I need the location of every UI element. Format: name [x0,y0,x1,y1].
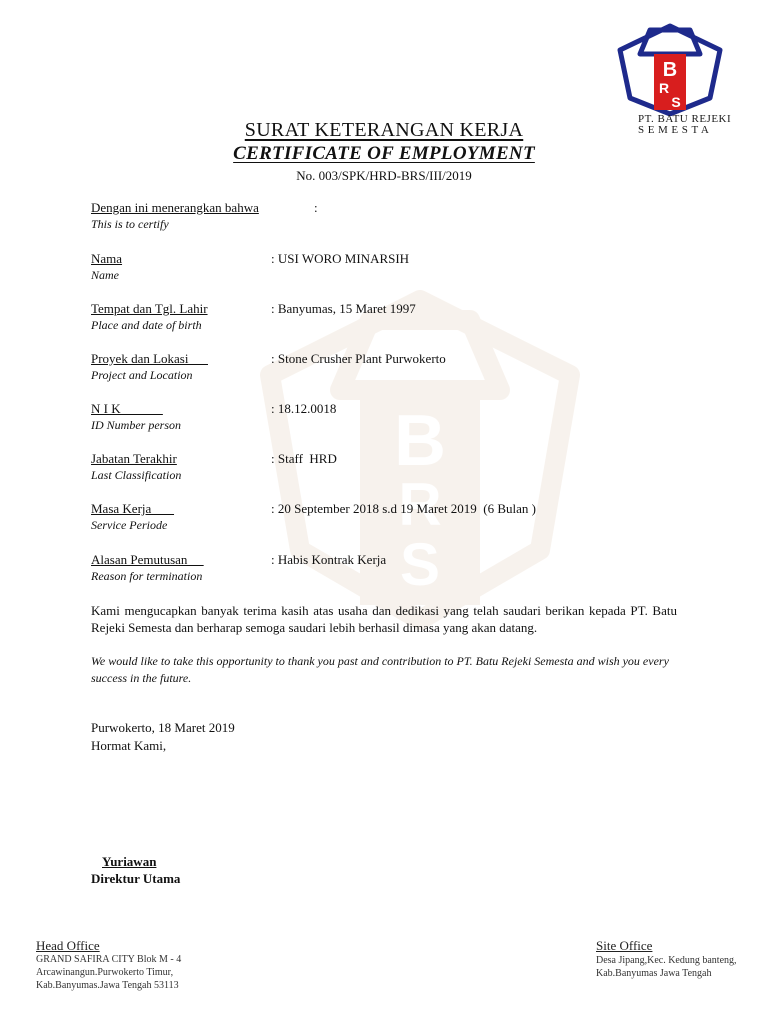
company-name-line1: PT. BATU REJEKI [638,113,732,125]
thanks-paragraph-en: We would like to take this opportunity to thank you past and contribution to PT. Batu Rejeki Semesta and wish you every success in the future. [91,654,669,685]
field-position [91,451,711,487]
field-nik [91,401,711,437]
field-label: Masa Kerja [91,501,175,516]
intro-label: Dengan ini menerangkan bahwa [91,200,259,215]
field-label-en: ID Number person [91,418,181,432]
logo-letter-b: B [662,59,678,81]
signer-name: Yuriawan [102,854,157,869]
field-label-en: Name [91,268,119,282]
intro-line [91,200,318,216]
logo-letter-r: R [658,80,670,96]
field-value: : 20 September 2018 s.d 19 Maret 2019 (6 Bulan ) [271,501,537,516]
site-office-line: Kab.Banyumas Jawa Tengah [596,968,712,979]
head-office-heading: Head Office [36,938,100,953]
field-value: : Stone Crusher Plant Purwokerto [271,351,446,366]
head-office-line: GRAND SAFIRA CITY Blok M - 4 [36,954,182,965]
field-value: : 18.12.0018 [271,401,337,416]
head-office-line: Arcawinangun.Purwokerto Timur, [36,967,174,978]
field-value: : Banyumas, 15 Maret 1997 [271,301,416,316]
field-birth [91,301,711,337]
intro-colon: : [314,200,318,215]
field-value: : Staff HRD [271,451,337,466]
place-date: Purwokerto, 18 Maret 2019 [91,720,235,735]
head-office-line: Kab.Banyumas.Jawa Tengah 53113 [36,980,179,991]
field-label: Jabatan Terakhir [91,451,177,466]
field-project [91,351,711,387]
field-value: : Habis Kontrak Kerja [271,552,387,567]
regards: Hormat Kami, [91,738,167,753]
field-value: : USI WORO MINARSIH [271,251,410,266]
company-name-line2: SEMESTA [638,124,713,136]
site-office-line: Desa Jipang,Kec. Kedung banteng, [596,955,737,966]
field-label-en: Project and Location [91,368,193,382]
intro-label-en: This is to certify [91,217,169,231]
field-label: Alasan Pemutusan [91,552,204,567]
watermark-letter-b: B [394,401,446,481]
field-label-en: Reason for termination [91,569,203,583]
field-label-en: Place and date of birth [91,318,202,332]
field-service-period [91,501,711,537]
document-title: SURAT KETERANGAN KERJA [244,119,524,141]
field-label-en: Service Periode [91,518,168,532]
thanks-paragraph: Kami mengucapkan banyak terima kasih atas usaha dan dedikasi yang telah saudari berikan kepada PT. Batu Rejeki Semesta dan berharap semoga saudari lebih berhasil dimasa yang akan datang. [91,603,677,635]
field-label: N I K [91,401,163,416]
field-label-en: Last Classification [91,468,182,482]
signer-title: Direktur Utama [91,871,181,886]
document-subtitle: CERTIFICATE OF EMPLOYMENT [233,143,535,164]
field-label: Proyek dan Lokasi [91,351,208,366]
field-nama [91,251,711,287]
field-termination-reason [91,552,711,588]
site-office-heading: Site Office [596,938,653,953]
field-label: Tempat dan Tgl. Lahir [91,301,208,316]
company-logo [608,20,732,116]
watermark-letter-r: R [398,471,442,538]
logo-letter-s: S [671,94,681,110]
field-label: Nama [91,251,123,266]
watermark-letter-s: S [399,531,441,598]
document-number: No. 003/SPK/HRD-BRS/III/2019 [296,168,472,183]
